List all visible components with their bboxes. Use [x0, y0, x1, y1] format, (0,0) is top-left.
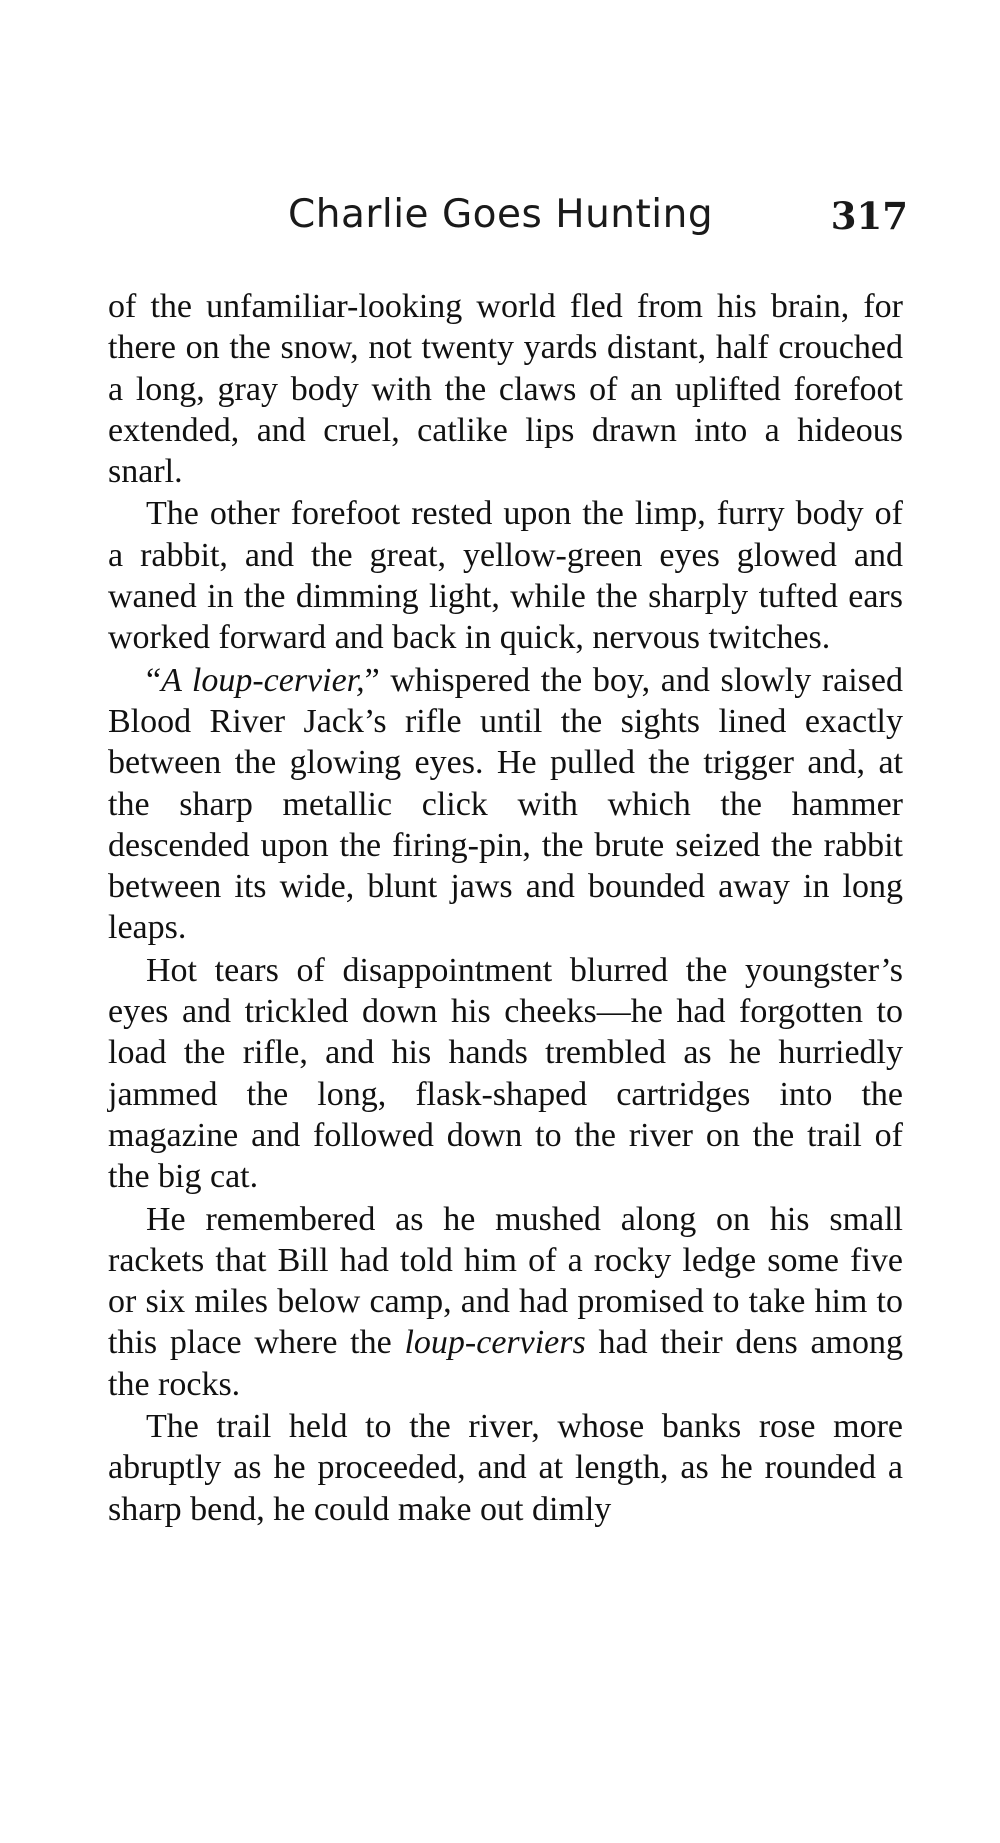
running-head — [108, 192, 908, 252]
paragraph-text: had their dens among the rocks. — [108, 1324, 903, 1403]
italic-phrase: A loup-cervier, — [161, 661, 365, 699]
open-quote: “ — [146, 661, 162, 699]
paragraph-1 — [108, 286, 903, 492]
paragraph-2 — [108, 493, 903, 658]
paragraph-text: The other forefoot rested upon the limp, furry body of a rabbit, and the great, yellow-green eyes glowed and waned in the dimming light, while the sharply tufted ears worked forward and back in quick, nervous twitches. — [108, 495, 903, 657]
italic-phrase: loup-cerviers — [404, 1324, 586, 1362]
paragraph-3 — [108, 660, 903, 949]
paragraph-5 — [108, 1199, 903, 1405]
body-text — [108, 286, 903, 1530]
paragraph-text: Hot tears of disappointment blurred the youngster’s eyes and trickled down his cheeks—he had forgotten to load the rifle, and his hands trembled as he hurriedly jammed the long, flask-shaped cartridges into the magazine and followed down to the river on the trail of the big cat. — [108, 951, 903, 1196]
paragraph-text: of the unfamiliar-looking world fled from his brain, for there on the snow, not twenty yards distant, half crouched a long, gray body with the claws of an uplifted forefoot extended, and cruel, catlike lips drawn into a hideous snarl. — [108, 288, 903, 491]
paragraph-text: ” whispered the boy, and slowly raised Blood River Jack’s rifle until the sights lined exactly between the glowing eyes. He pulled the trigger and, at the sharp metallic click with which the hammer descended upon the firing-pin, the brute seized the rabbit between its wide, blunt jaws and bounded away in long leaps. — [108, 661, 903, 947]
paragraph-text: The trail held to the river, whose banks rose more abruptly as he proceeded, and at length, as he rounded a sharp bend, he could make out dimly — [108, 1408, 903, 1528]
paragraph-text: He remembered as he mushed along on his small rackets that Bill had told him of a rocky ledge some five or six miles below camp, and had promised to take him to this place where the — [108, 1200, 903, 1362]
page-number: 317 — [830, 194, 908, 238]
chapter-title: Charlie Goes Hunting — [288, 192, 714, 237]
paragraph-4 — [108, 950, 903, 1198]
paragraph-6 — [108, 1406, 903, 1530]
